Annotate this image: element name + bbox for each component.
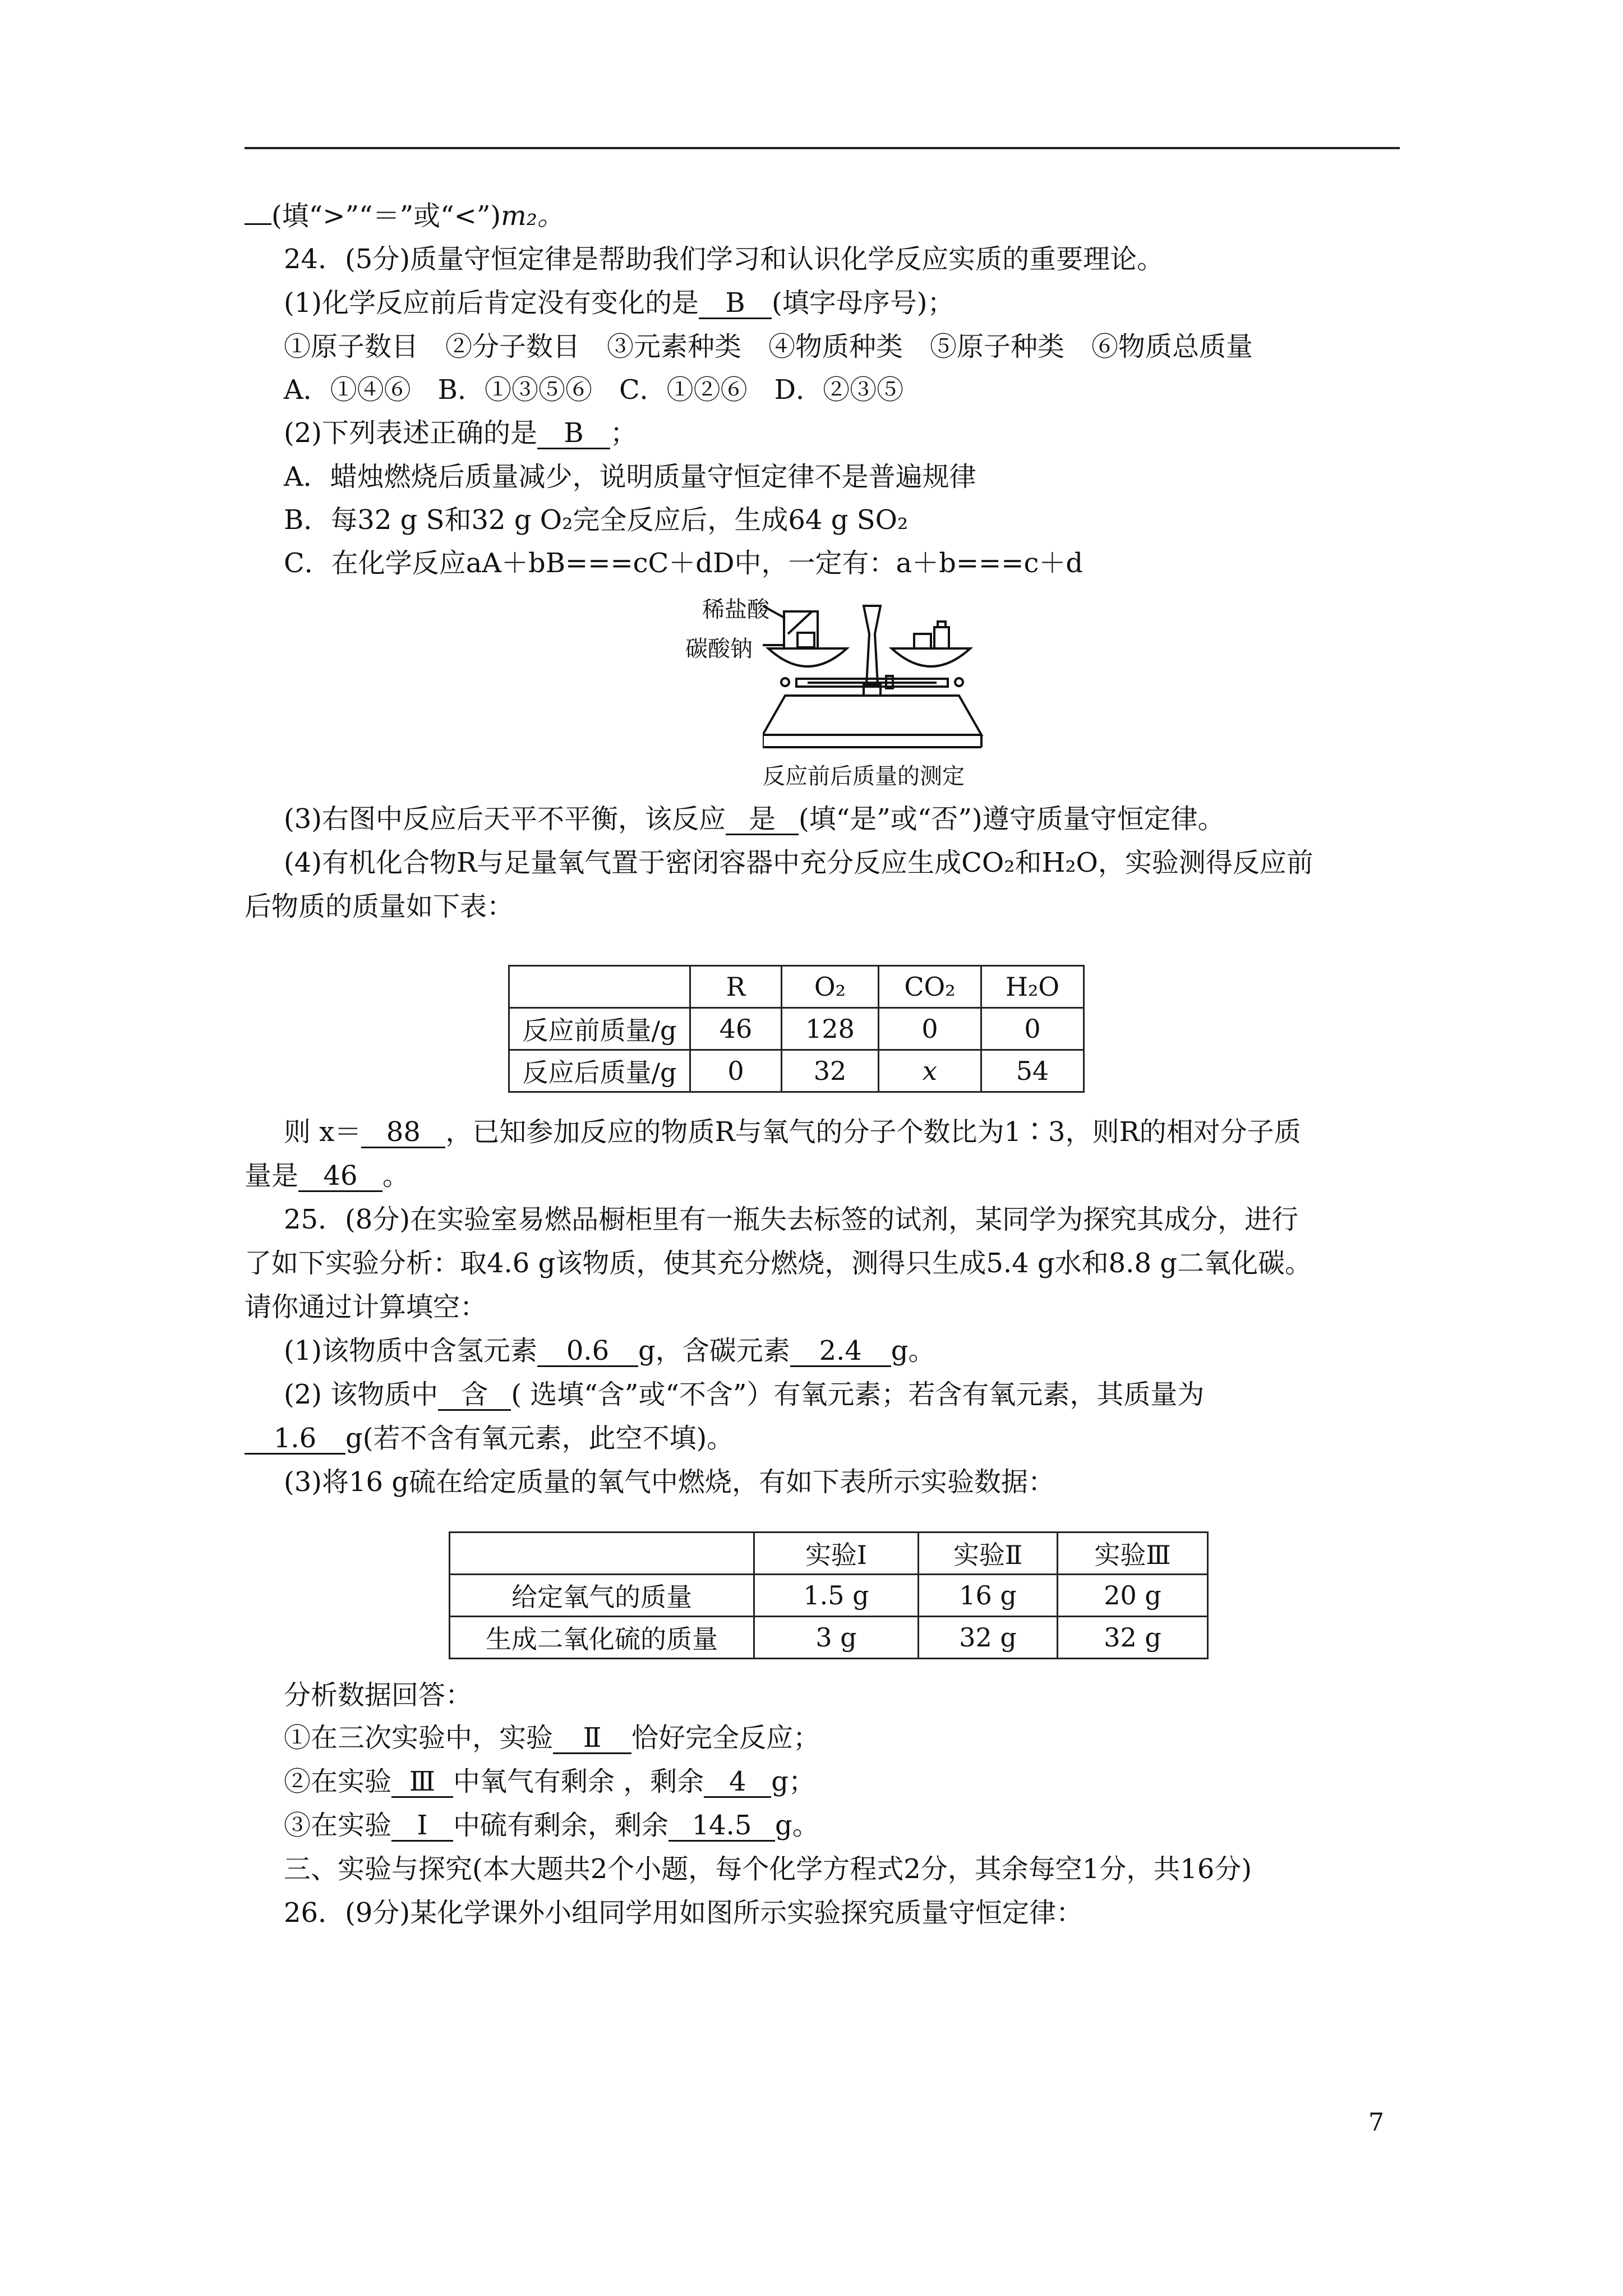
table-cell bbox=[509, 966, 690, 1008]
q25-a2-answer2 bbox=[704, 1767, 771, 1798]
q24-x-answer-text: 88 bbox=[386, 1116, 421, 1148]
q25-a2-mid: 中氧气有剩余 ，剩余 bbox=[453, 1766, 704, 1797]
q25-a1-text: ①在三次实验中，实验 bbox=[284, 1722, 554, 1754]
q24-p3-answer-text: 是 bbox=[748, 803, 776, 835]
table-cell: 给定氧气的质量 bbox=[450, 1575, 754, 1617]
table-cell: 3 g bbox=[754, 1617, 919, 1659]
q25-a3-answer1 bbox=[391, 1811, 453, 1842]
q24-mr-label: 量是 bbox=[245, 1160, 299, 1191]
q24-p1-post: (填字母序号)； bbox=[772, 287, 955, 319]
m2-symbol: m₂。 bbox=[501, 200, 564, 232]
q24-x-label: 则 x＝ bbox=[284, 1116, 362, 1148]
table-cell: 0 bbox=[690, 1050, 782, 1092]
table-cell: 128 bbox=[782, 1008, 879, 1050]
q25-line1: 25．(8分)在实验室易燃品橱柜里有一瓶失去标签的试剂，某同学为探究其成分，进行 bbox=[284, 1204, 1299, 1235]
table-cell: 32 bbox=[782, 1050, 879, 1092]
table-cell: 32 g bbox=[1058, 1617, 1208, 1659]
fill-hint: (填“>”“＝”或“<”) bbox=[271, 200, 501, 232]
q24-x-answer bbox=[361, 1117, 445, 1148]
table-cell: 生成二氧化硫的质量 bbox=[450, 1617, 754, 1659]
q25-h-answer bbox=[537, 1336, 638, 1367]
q25-a3-post: g。 bbox=[775, 1810, 819, 1841]
table-row bbox=[509, 1050, 1084, 1092]
q25-p2-post: ( 选填“含”或“不含”）有氧元素；若含有氧元素，其质量为 bbox=[511, 1379, 1205, 1410]
q24-p2-option-c: C．在化学反应aA＋bB===cC＋dD中，一定有：a＋b===c＋d bbox=[284, 547, 1083, 579]
q24-p1-text: (1)化学反应前后肯定没有变化的是 bbox=[284, 287, 699, 319]
q25-answer-1 bbox=[284, 1721, 820, 1755]
q24-part4-line1: (4)有机化合物R与足量氧气置于密闭容器中充分反应生成CO₂和H₂O，实验测得反应前 bbox=[284, 847, 1313, 878]
q24-p3-text: (3)右图中反应后天平不平衡，该反应 bbox=[284, 803, 726, 835]
table-cell: 32 g bbox=[919, 1617, 1058, 1659]
q25-a2-text: ②在实验 bbox=[284, 1766, 392, 1797]
q25-a1-answer-text: Ⅱ bbox=[583, 1722, 602, 1754]
table-cell: CO₂ bbox=[879, 966, 981, 1008]
table-cell: 实验Ⅲ bbox=[1058, 1533, 1208, 1575]
q25-line2: 了如下实验分析：取4.6 g该物质，使其充分燃烧，测得只生成5.4 g水和8.8 g二氧化碳。 bbox=[245, 1248, 1312, 1279]
table-row bbox=[509, 1008, 1084, 1050]
table-cell: 46 bbox=[690, 1008, 782, 1050]
mass-table-r bbox=[508, 965, 1085, 1093]
q24-p1-answer-text: B bbox=[725, 287, 745, 319]
q26-title: 26．(9分)某化学课外小组同学用如图所示实验探究质量守恒定律： bbox=[284, 1897, 1083, 1929]
page-number: 7 bbox=[1368, 2108, 1384, 2137]
q24-mr-answer-text: 46 bbox=[323, 1160, 358, 1191]
table-cell: x bbox=[879, 1050, 981, 1092]
q25-a3-answer2-text: 14.5 bbox=[691, 1810, 752, 1841]
q24-mr-answer bbox=[298, 1161, 382, 1192]
q25-a1-post: 恰好完全反应； bbox=[631, 1722, 820, 1754]
q24-p2-text: (2)下列表述正确的是 bbox=[284, 417, 537, 449]
q25-a2-answer1 bbox=[391, 1767, 453, 1798]
q24-part2 bbox=[284, 416, 637, 450]
table-cell: 反应前质量/g bbox=[509, 1008, 690, 1050]
table-cell: O₂ bbox=[782, 966, 879, 1008]
q25-p2b-post: g(若不含有氧元素，此空不填)。 bbox=[345, 1423, 734, 1454]
table-cell: 20 g bbox=[1058, 1575, 1208, 1617]
table-cell: R bbox=[690, 966, 782, 1008]
q25-a3-text: ③在实验 bbox=[284, 1810, 392, 1841]
q25-part3: (3)将16 g硫在给定质量的氧气中燃烧，有如下表所示实验数据： bbox=[284, 1466, 1055, 1498]
table-cell: 1.5 g bbox=[754, 1575, 919, 1617]
q25-p1-text: (1)该物质中含氢元素 bbox=[284, 1335, 537, 1366]
q24-answer-line1-post: ，已知参加反应的物质R与氧气的分子个数比为1∶3，则R的相对分子质 bbox=[445, 1116, 1301, 1148]
q24-part3 bbox=[284, 802, 1225, 836]
q25-o-answer-text: 含 bbox=[461, 1379, 488, 1410]
q25-a3-answer2 bbox=[668, 1811, 775, 1842]
q25-answer-3 bbox=[284, 1809, 819, 1842]
table-cell: 反应后质量/g bbox=[509, 1050, 690, 1092]
q24-p2-answer-text: B bbox=[564, 417, 584, 449]
q24-answer-line1 bbox=[284, 1115, 1301, 1149]
table-header-row bbox=[450, 1533, 1208, 1575]
q25-a2-post: g； bbox=[771, 1766, 816, 1797]
table-cell: 54 bbox=[981, 1050, 1084, 1092]
q24-p1-items: ①原子数目 ②分子数目 ③元素种类 ④物质种类 ⑤原子种类 ⑥物质总质量 bbox=[284, 331, 1253, 362]
q24-title: 24．(5分)质量守恒定律是帮助我们学习和认识化学反应实质的重要理论。 bbox=[284, 243, 1164, 275]
header-rule bbox=[245, 147, 1400, 149]
fig-label-sodium-carbonate: 碳酸钠 bbox=[685, 636, 753, 662]
q24-p2-option-b: B．每32 g S和32 g O₂完全反应后，生成64 g SO₂ bbox=[284, 504, 909, 536]
q24-part1 bbox=[284, 286, 954, 320]
sulfur-table bbox=[449, 1531, 1209, 1659]
q25-a2-answer2-text: 4 bbox=[729, 1766, 746, 1797]
q24-part4-line2: 后物质的质量如下表： bbox=[245, 891, 514, 922]
q24-p2-answer bbox=[537, 418, 610, 449]
q25-p2-text: (2) 该物质中 bbox=[284, 1379, 439, 1410]
figure-caption: 反应前后质量的测定 bbox=[763, 763, 965, 789]
q24-p1-options: A．①④⑥ B．①③⑤⑥ C．①②⑥ D．②③⑤ bbox=[284, 374, 904, 406]
q25-p1-post: g。 bbox=[891, 1335, 935, 1366]
table-cell: 0 bbox=[981, 1008, 1084, 1050]
continuation-line bbox=[245, 199, 564, 233]
q25-answer-2 bbox=[284, 1765, 815, 1798]
q25-h-answer-text: 0.6 bbox=[566, 1335, 610, 1366]
q24-mr-post: 。 bbox=[382, 1160, 410, 1191]
q25-c-answer-text: 2.4 bbox=[819, 1335, 862, 1366]
q25-a1-answer bbox=[553, 1723, 631, 1754]
table-cell: 0 bbox=[879, 1008, 981, 1050]
q24-p2-post: ； bbox=[610, 417, 638, 449]
table-cell: H₂O bbox=[981, 966, 1084, 1008]
q25-o-answer bbox=[438, 1380, 511, 1411]
q24-p3-answer bbox=[726, 804, 799, 835]
q25-o-mass-answer bbox=[245, 1424, 345, 1455]
q25-c-answer bbox=[790, 1336, 891, 1367]
q25-part2b bbox=[245, 1421, 734, 1455]
q25-line3: 请你通过计算填空： bbox=[245, 1291, 487, 1323]
table-cell: 实验Ⅰ bbox=[754, 1533, 919, 1575]
balance-figure bbox=[763, 589, 1009, 757]
table-cell: 实验Ⅱ bbox=[919, 1533, 1058, 1575]
q25-part1 bbox=[284, 1334, 935, 1368]
q24-p3-post: (填“是”或“否”)遵守质量守恒定律。 bbox=[799, 803, 1225, 835]
table-row bbox=[450, 1617, 1208, 1659]
q24-p1-answer bbox=[699, 288, 772, 319]
table-header-row bbox=[509, 966, 1084, 1008]
q25-p1-mid: g，含碳元素 bbox=[638, 1335, 790, 1366]
table-cell bbox=[450, 1533, 754, 1575]
fig-label-acid: 稀盐酸 bbox=[702, 597, 769, 623]
q25-a2-answer1-text: Ⅲ bbox=[409, 1766, 436, 1797]
q24-p2-option-a: A．蜡烛燃烧后质量减少，说明质量守恒定律不是普遍规律 bbox=[284, 461, 976, 493]
q24-answer-line2 bbox=[245, 1159, 409, 1193]
table-row bbox=[450, 1575, 1208, 1617]
q25-part2 bbox=[284, 1378, 1204, 1411]
q25-a3-mid: 中硫有剩余，剩余 bbox=[453, 1810, 669, 1841]
q25-a3-answer1-text: Ⅰ bbox=[417, 1810, 428, 1841]
answer-blank bbox=[245, 223, 271, 225]
table-cell: 16 g bbox=[919, 1575, 1058, 1617]
section-3-heading: 三、实验与探究(本大题共2个小题，每个化学方程式2分，其余每空1分，共16分) bbox=[284, 1853, 1252, 1885]
q25-o-mass-answer-text: 1.6 bbox=[273, 1423, 317, 1454]
q25-analysis: 分析数据回答： bbox=[284, 1680, 473, 1711]
